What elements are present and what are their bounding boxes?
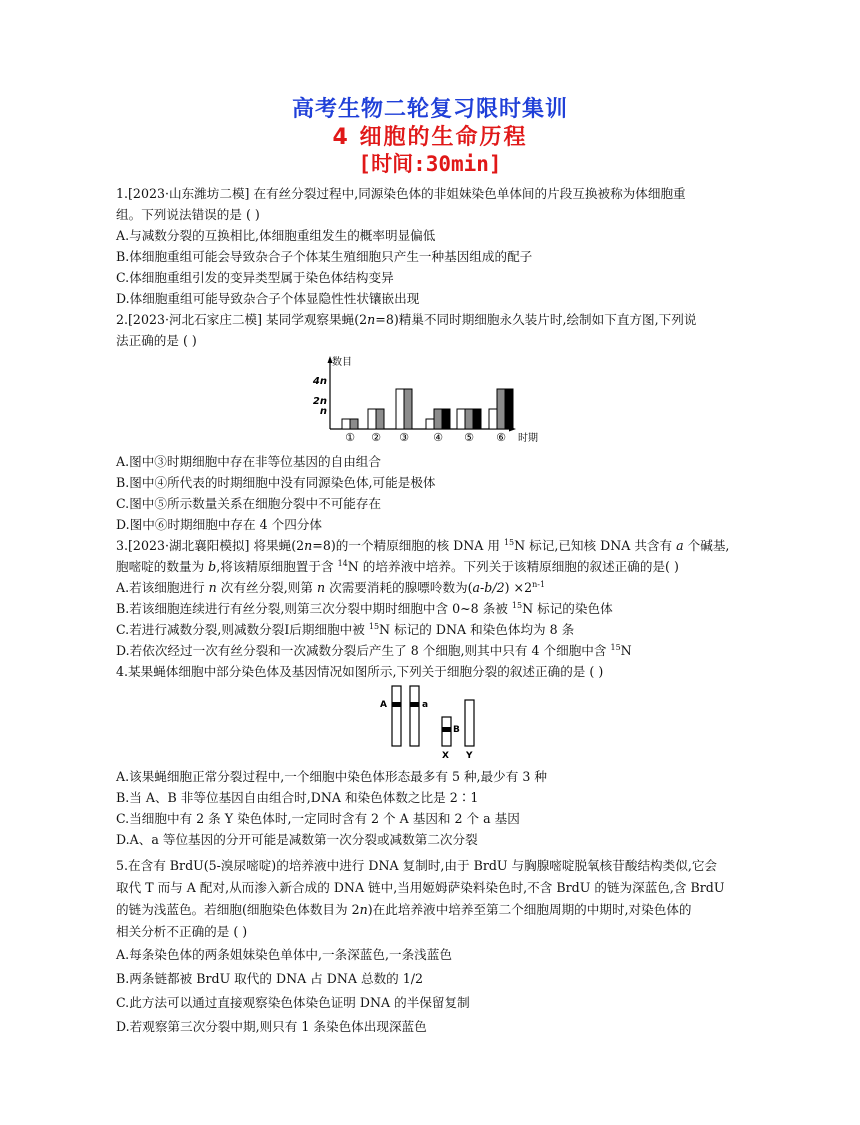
bar-3-series-2 [404, 389, 412, 429]
bar-5-series-1 [457, 409, 465, 429]
chart-ytick-2n: 2n [312, 396, 327, 407]
gene-label-A: A [380, 700, 387, 710]
gene-label-a: a [422, 700, 429, 710]
q5-text: 的链为浅蓝色。若细胞(细胞染色体数目为 2 [116, 902, 360, 917]
q3-text: 次需要消耗的腺嘌呤数为( [325, 580, 473, 595]
q3-text: N 标记的染色体 [522, 601, 613, 616]
time-limit: [时间:30min] [358, 152, 502, 176]
q2-option-c: C.图中⑤所示数量关系在细胞分裂中不可能存在 [116, 496, 382, 511]
q4-option-d: D.A、a 等位基因的分开可能是减数第一次分裂或减数第二次分裂 [116, 832, 478, 847]
q3-exponent: n-1 [532, 579, 546, 589]
q3-isotope: 14 [337, 558, 348, 568]
q3-n-var: n [316, 580, 326, 595]
q1-stem-line1: 1.[2023·山东潍坊二模] 在有丝分裂过程中,同源染色体的非姐妹染色单体间的片段互换被称为体细胞重 [116, 186, 686, 201]
chart-xlabel: 时期 [518, 433, 538, 443]
q3-text: ) ×2 [504, 580, 533, 595]
q3-text: N [620, 643, 632, 658]
q3-text: N 标记的 DNA 和染色体均为 8 条 [379, 622, 575, 637]
q3-text: =8)的一个精原细胞的核 DNA 用 [312, 538, 504, 553]
q5-option-d: D.若观察第三次分裂中期,则只有 1 条染色体出现深蓝色 [116, 1019, 427, 1034]
chromosome-1 [392, 686, 401, 746]
q5-option-c: C.此方法可以通过直接观察染色体染色证明 DNA 的半保留复制 [116, 995, 470, 1010]
q2-stem-text: =8)精巢不同时期细胞永久装片时,绘制如下直方图,下列说 [375, 312, 697, 327]
q3-text: N 的培养液中培养。下列关于该精原细胞的叙述正确的是( ) [347, 559, 679, 574]
x-tick-label: ⑤ [464, 431, 474, 443]
q3-option-c [116, 620, 756, 640]
q3-isotope: 15 [368, 621, 380, 631]
q3-n-var: n [208, 580, 217, 595]
q3-text: D.若依次经过一次有丝分裂和一次减数分裂后产生了 8 个细胞,则其中只有 4 个细胞中含 [116, 643, 611, 658]
chromosome-2 [410, 686, 419, 746]
x-tick-label: ② [371, 431, 381, 443]
q3-option-a [116, 578, 756, 598]
q2-n-var: n [367, 312, 376, 327]
q3-text: N 标记,已知核 DNA 共含有 [514, 538, 677, 553]
q3-isotope: 15 [610, 642, 621, 652]
q2-stem-line1 [116, 310, 756, 330]
q2-option-a: A.图中③时期细胞中存在非等位基因的自由组合 [116, 454, 381, 469]
q3-text: 个碱基, [683, 538, 730, 553]
q3-n-var: n [304, 538, 313, 553]
chapter-title: 4 细胞的生命历程 [332, 125, 528, 150]
bar-5-series-3 [473, 409, 481, 429]
q3-expr: a-b/2 [472, 580, 505, 595]
q2-option-b: B.图中④所代表的时期细胞中没有同源染色体,可能是极体 [116, 475, 436, 490]
q3-option-b [116, 599, 756, 619]
q5-option-b: B.两条链都被 BrdU 取代的 DNA 占 DNA 总数的 1/2 [116, 971, 424, 986]
q2-stem-text: 2.[2023·河北石家庄二模] 某同学观察果蝇(2 [116, 312, 368, 327]
q3-text: 次有丝分裂,则第 [216, 580, 317, 595]
q5-stem-line2: 取代 T 而与 A 配对,从而渗入新合成的 DNA 链中,当用姬姆萨染料染色时,不含 BrdU 的链为深蓝色,含 BrdU [116, 880, 725, 895]
q3-text: ,将该精原细胞置于含 [216, 559, 338, 574]
x-tick-label: ③ [399, 431, 409, 443]
q3-isotope: 15 [511, 600, 523, 610]
q4-option-b: B.当 A、B 非等位基因自由组合时,DNA 和染色体数之比是 2∶1 [116, 790, 479, 805]
chart-ytick-n: n [319, 406, 327, 417]
q4-option-a: A.该果蝇细胞正常分裂过程中,一个细胞中染色体形态最多有 5 种,最少有 3 种 [116, 769, 547, 784]
label-X: X [442, 751, 449, 761]
bar-2-series-1 [368, 409, 376, 429]
q1-option-b: B.体细胞重组可能会导致杂合子个体某生殖细胞只产生一种基因组成的配子 [116, 249, 533, 264]
bar-4-series-1 [426, 419, 434, 429]
q4-option-c: C.当细胞中有 2 条 Y 染色体时,一定同时含有 2 个 A 基因和 2 个 a 基因 [116, 811, 520, 826]
q5-stem-line3 [116, 900, 756, 920]
q3-text: 3.[2023·湖北襄阳模拟] 将果蝇(2 [116, 538, 305, 553]
bar-3-series-1 [396, 389, 404, 429]
q3-stem-line1 [116, 536, 756, 556]
bar-2-series-2 [376, 409, 384, 429]
q3-isotope: 15 [503, 537, 515, 547]
q2-option-d: D.图中⑥时期细胞中存在 4 个四分体 [116, 517, 322, 532]
q3-b-var: b [208, 559, 217, 574]
chart-ytick-4n: 4n [312, 376, 327, 387]
q2-bar-chart [310, 353, 550, 443]
q1-option-a: A.与减数分裂的互换相比,体细胞重组发生的概率明显偏低 [116, 228, 436, 243]
x-tick-label: ⑥ [496, 431, 506, 443]
gene-B-band [442, 727, 451, 732]
q4-stem: 4.某果蝇体细胞中部分染色体及基因情况如图所示,下列关于细胞分裂的叙述正确的是 ( ) [116, 664, 604, 679]
x-tick-label: ① [345, 431, 355, 443]
chromosome-y [465, 700, 474, 746]
q1-option-c: C.体细胞重组引发的变异类型属于染色体结构变异 [116, 270, 394, 285]
bar-4-series-3 [442, 409, 450, 429]
q3-a-var: a [676, 538, 684, 553]
q5-stem-line4: 相关分析不正确的是 ( ) [116, 924, 248, 939]
bar-6-series-2 [497, 389, 505, 429]
label-Y: Y [466, 751, 473, 761]
q1-option-d: D.体细胞重组可能导致杂合子个体显隐性性状镶嵌出现 [116, 291, 420, 306]
q5-n-var: n [359, 902, 368, 917]
gene-A-band [392, 702, 401, 707]
q4-chromosome-figure [374, 684, 514, 764]
bar-5-series-2 [465, 409, 473, 429]
q3-text: B.若该细胞连续进行有丝分裂,则第三次分裂中期时细胞中含 0~8 条被 [116, 601, 512, 616]
bar-1-series-1 [342, 419, 350, 429]
q3-stem-line2 [116, 557, 756, 577]
x-tick-label: ④ [433, 431, 443, 443]
q3-text: 胞嘧啶的数量为 [116, 559, 209, 574]
bar-6-series-1 [489, 409, 497, 429]
page-title: 高考生物二轮复习限时集训 [291, 97, 568, 122]
q1-stem-line2: 组。下列说法错误的是 ( ) [116, 207, 260, 222]
bar-6-series-3 [505, 389, 513, 429]
q3-option-d [116, 641, 756, 661]
bar-4-series-2 [434, 409, 442, 429]
q5-option-a: A.每条染色体的两条姐妹染色单体中,一条深蓝色,一条浅蓝色 [116, 947, 452, 962]
q3-text: A.若该细胞进行 [116, 580, 209, 595]
bar-1-series-2 [350, 419, 358, 429]
gene-label-B: B [453, 725, 460, 735]
q2-stem-line2: 法正确的是 ( ) [116, 333, 197, 348]
q5-text: )在此培养液中培养至第二个细胞周期的中期时,对染色体的 [367, 902, 692, 917]
q3-text: C.若进行减数分裂,则减数分裂Ⅰ后期细胞中被 [116, 622, 369, 637]
chart-ylabel: 数目 [332, 357, 352, 368]
q5-stem-line1: 5.在含有 BrdU(5-溴尿嘧啶)的培养液中进行 DNA 复制时,由于 BrdU 与胸腺嘧啶脱氧核苷酸结构类似,它会 [116, 858, 718, 873]
gene-a-band [410, 702, 419, 707]
